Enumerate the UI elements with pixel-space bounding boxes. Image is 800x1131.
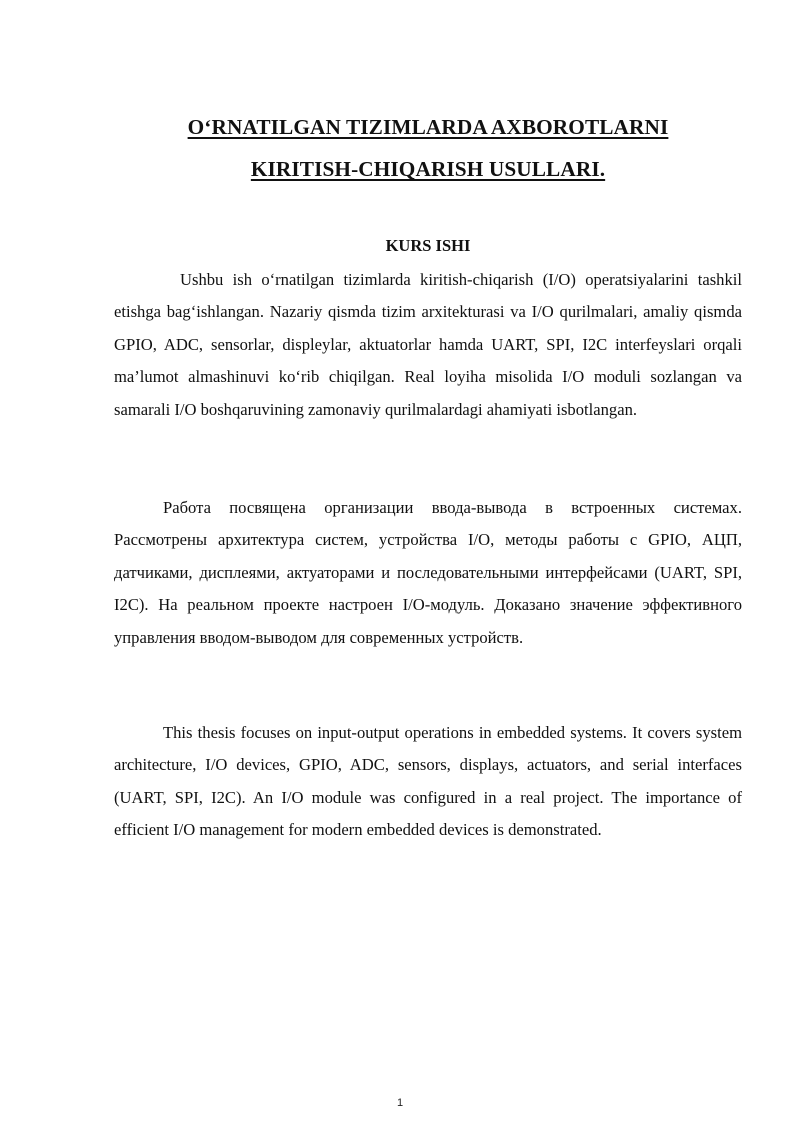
title-line-2: KIRITISH-CHIQARISH USULLARI. xyxy=(250,157,606,181)
document-subtitle: KURS ISHI xyxy=(385,236,471,255)
document-title xyxy=(100,106,756,190)
page-number: 1 xyxy=(396,1097,404,1109)
abstract-russian: Работа посвящена организации ввода-вывода в встроенных системах. Рассмотрены архитектура систем, устройства I/O, методы работы с GPIO, АЦП, датчиками, дисплеями, актуаторами и последовательными интерфейсами (UART, SPI, I2C). На реальном проекте настроен I/O-модуль. Доказано значение эффективного управления вводом-выводом для современных устройств. xyxy=(114,498,742,647)
abstract-uzbek: Ushbu ish o‘rnatilgan tizimlarda kiritish-chiqarish (I/O) operatsiyalarini tashkil etishga bag‘ishlangan. Nazariy qismda tizim arxitekturasi va I/O qurilmalari, amaliy qismda GPIO, ADC, sensorlar, displeylar, aktuatorlar hamda UART, SPI, I2C interfeyslari orqali ma’lumot almashinuvi ko‘rib chiqilgan. Real loyiha misolida I/O moduli sozlangan va samarali I/O boshqaruvining zamonaviy qurilmalardagi ahamiyati isbotlangan. xyxy=(114,270,742,419)
title-line-1: O‘RNATILGAN TIZIMLARDA AXBOROTLARNI xyxy=(187,115,669,139)
abstract-english: This thesis focuses on input-output operations in embedded systems. It covers system architecture, I/O devices, GPIO, ADC, sensors, displays, actuators, and serial interfaces (UART, SPI, I2C). An I/O module was configured in a real project. The importance of efficient I/O management for modern embedded devices is demonstrated. xyxy=(114,723,742,840)
